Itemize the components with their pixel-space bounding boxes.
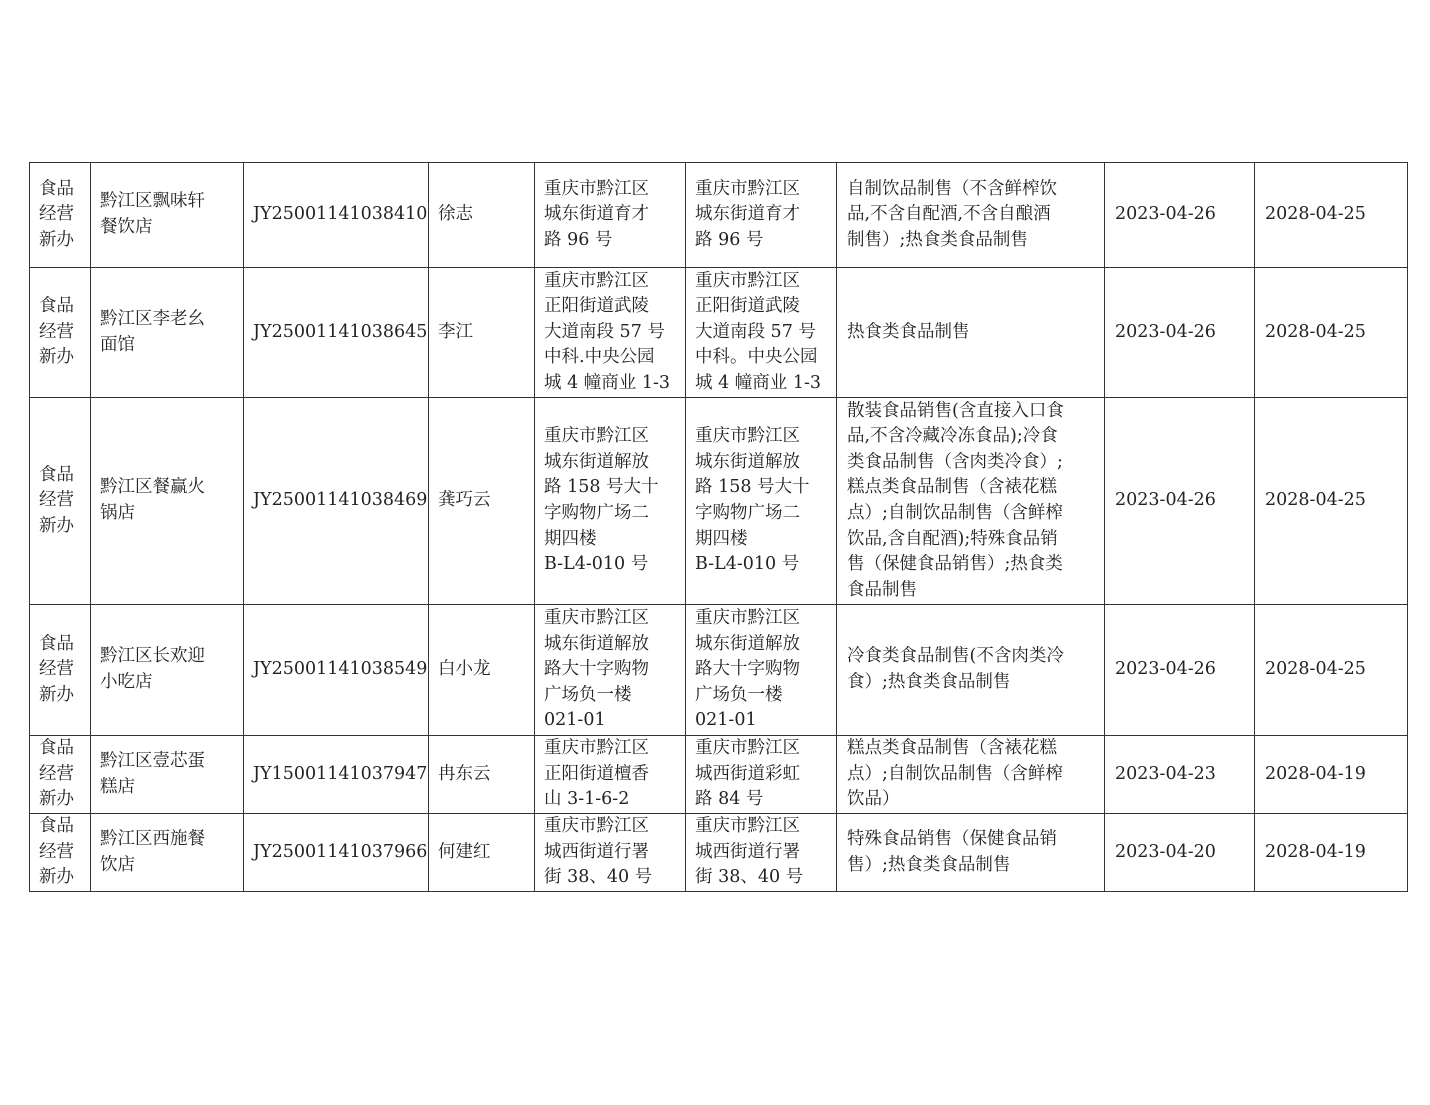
business-address-cell: 重庆市黔江区 正阳街道武陵 大道南段 57 号 中科。中央公园 城 4 幢商业 1-3	[686, 268, 837, 398]
business-scope-cell: 冷食类食品制售(不含肉类冷 食）;热食类食品制售	[837, 605, 1105, 736]
business-name-cell: 黔江区飘味轩 餐饮店	[91, 163, 244, 268]
responsible-person-cell: 何建红	[429, 814, 535, 892]
business-scope-cell: 热食类食品制售	[837, 268, 1105, 398]
business-name-cell: 黔江区壹芯蛋 糕店	[91, 736, 244, 814]
business-address-cell: 重庆市黔江区 城西街道彩虹 路 84 号	[686, 736, 837, 814]
license-number-cell: JY25001141038549	[244, 605, 429, 736]
expiry-date-cell: 2028-04-19	[1255, 814, 1408, 892]
business-address-cell: 重庆市黔江区 城东街道解放 路 158 号大十 字购物广场二 期四楼 B-L4-010 号	[686, 398, 837, 605]
table-row	[30, 398, 1408, 605]
issue-date-cell: 2023-04-26	[1105, 398, 1255, 605]
responsible-person-cell: 龚巧云	[429, 398, 535, 605]
responsible-person-cell: 徐志	[429, 163, 535, 268]
license-number-cell: JY25001141038645	[244, 268, 429, 398]
license-number-cell: JY25001141038410	[244, 163, 429, 268]
business-type-cell: 食品 经营 新办	[30, 268, 91, 398]
registered-address-cell: 重庆市黔江区 城东街道解放 路 158 号大十 字购物广场二 期四楼 B-L4-010 号	[535, 398, 686, 605]
expiry-date-cell: 2028-04-25	[1255, 398, 1408, 605]
expiry-date-cell: 2028-04-25	[1255, 268, 1408, 398]
table-row	[30, 605, 1408, 736]
registered-address-cell: 重庆市黔江区 城东街道育才 路 96 号	[535, 163, 686, 268]
registered-address-cell: 重庆市黔江区 城西街道行署 街 38、40 号	[535, 814, 686, 892]
issue-date-cell: 2023-04-26	[1105, 163, 1255, 268]
business-type-cell: 食品 经营 新办	[30, 736, 91, 814]
responsible-person-cell: 白小龙	[429, 605, 535, 736]
business-name-cell: 黔江区西施餐 饮店	[91, 814, 244, 892]
license-number-cell: JY25001141037966	[244, 814, 429, 892]
registered-address-cell: 重庆市黔江区 正阳街道武陵 大道南段 57 号 中科.中央公园 城 4 幢商业 1-3	[535, 268, 686, 398]
business-scope-cell: 糕点类食品制售（含裱花糕 点）;自制饮品制售（含鲜榨 饮品）	[837, 736, 1105, 814]
issue-date-cell: 2023-04-26	[1105, 268, 1255, 398]
business-type-cell: 食品 经营 新办	[30, 163, 91, 268]
table-row	[30, 163, 1408, 268]
responsible-person-cell: 李江	[429, 268, 535, 398]
issue-date-cell: 2023-04-26	[1105, 605, 1255, 736]
business-address-cell: 重庆市黔江区 城西街道行署 街 38、40 号	[686, 814, 837, 892]
responsible-person-cell: 冉东云	[429, 736, 535, 814]
issue-date-cell: 2023-04-23	[1105, 736, 1255, 814]
table-row	[30, 814, 1408, 892]
business-type-cell: 食品 经营 新办	[30, 398, 91, 605]
registered-address-cell: 重庆市黔江区 正阳街道檀香 山 3-1-6-2	[535, 736, 686, 814]
table-row	[30, 736, 1408, 814]
business-name-cell: 黔江区李老幺 面馆	[91, 268, 244, 398]
business-scope-cell: 散装食品销售(含直接入口食 品,不含冷藏冷冻食品);冷食 类食品制售（含肉类冷食）; 糕点类食品制售（含裱花糕 点）;自制饮品制售（含鲜榨 饮品,含自配酒);特殊食品销 售（保健食品销售）;热食类 食品制售	[837, 398, 1105, 605]
issue-date-cell: 2023-04-20	[1105, 814, 1255, 892]
business-scope-cell: 特殊食品销售（保健食品销 售）;热食类食品制售	[837, 814, 1105, 892]
license-number-cell: JY15001141037947	[244, 736, 429, 814]
license-number-cell: JY25001141038469	[244, 398, 429, 605]
business-scope-cell: 自制饮品制售（不含鲜榨饮 品,不含自配酒,不含自酿酒 制售）;热食类食品制售	[837, 163, 1105, 268]
business-address-cell: 重庆市黔江区 城东街道解放 路大十字购物 广场负一楼 021-01	[686, 605, 837, 736]
business-name-cell: 黔江区长欢迎 小吃店	[91, 605, 244, 736]
registered-address-cell: 重庆市黔江区 城东街道解放 路大十字购物 广场负一楼 021-01	[535, 605, 686, 736]
expiry-date-cell: 2028-04-25	[1255, 163, 1408, 268]
business-name-cell: 黔江区餐赢火 锅店	[91, 398, 244, 605]
business-type-cell: 食品 经营 新办	[30, 605, 91, 736]
expiry-date-cell: 2028-04-19	[1255, 736, 1408, 814]
expiry-date-cell: 2028-04-25	[1255, 605, 1408, 736]
license-table	[29, 162, 1408, 892]
business-address-cell: 重庆市黔江区 城东街道育才 路 96 号	[686, 163, 837, 268]
business-type-cell: 食品 经营 新办	[30, 814, 91, 892]
table-row	[30, 268, 1408, 398]
